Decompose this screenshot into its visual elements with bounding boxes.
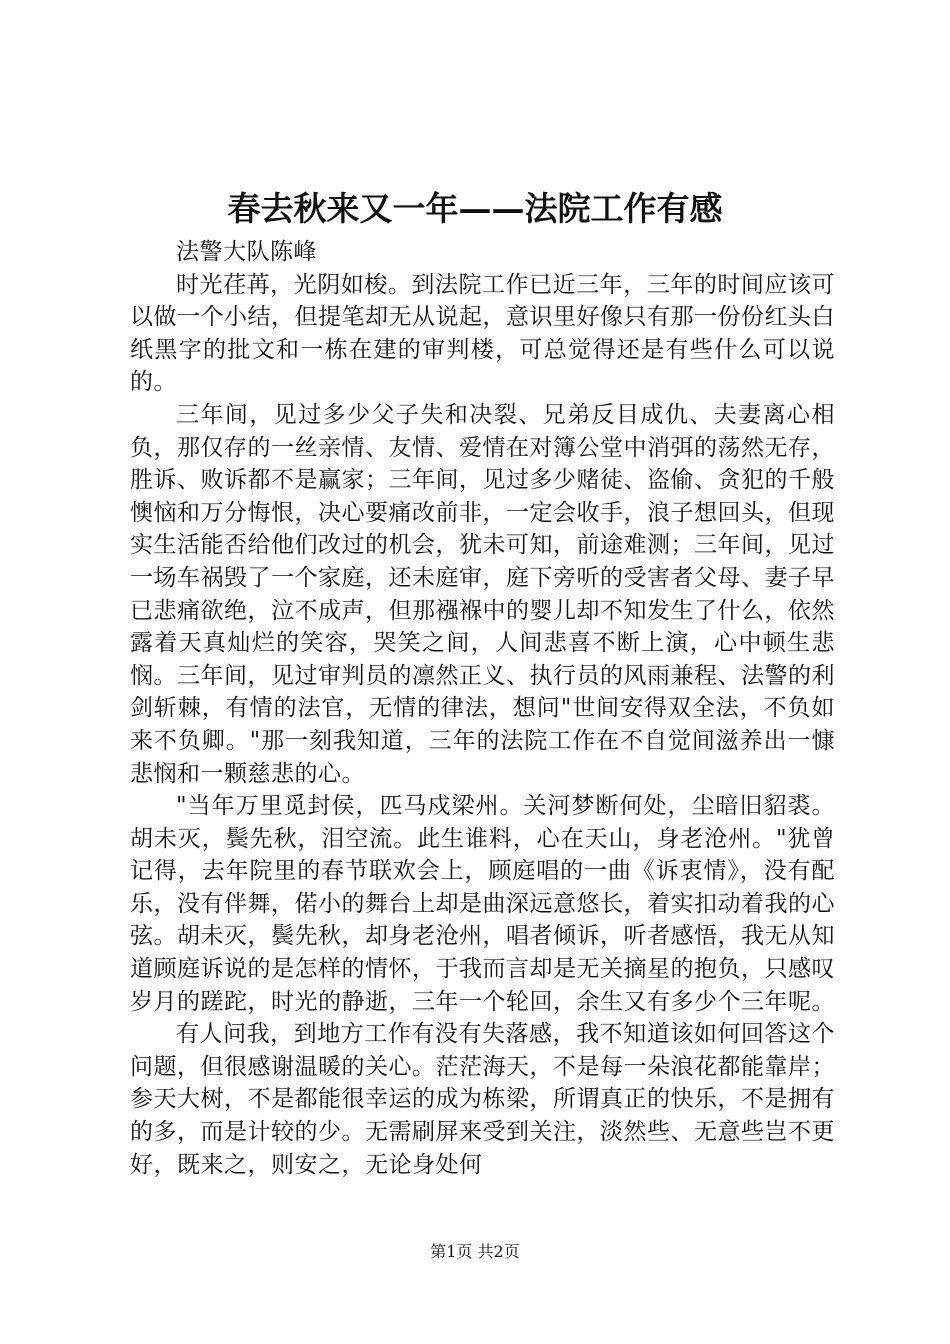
page-footer: 第1页 共2页: [430, 1242, 520, 1261]
document-title: 春去秋来又一年——法院工作有感: [227, 189, 723, 228]
author-line: 法警大队陈峰: [176, 239, 317, 265]
document-body: [130, 236, 835, 1181]
paragraph-1: 时光荏苒，光阴如梭。到法院工作已近三年，三年的时间应该可以做一个小结，但提笔却无从说起，意识里好像只有那一份份红头白纸黑字的批文和一栋在建的审判楼，可总觉得还是有些什么可以说的。: [130, 271, 835, 396]
paragraph-3: "当年万里觅封侯，匹马戍梁州。关河梦断何处，尘暗旧貂裘。胡未灭，鬓先秋，泪空流。此生谁料，心在天山，身老沧州。"犹曾记得，去年院里的春节联欢会上，顾庭唱的一曲《诉衷情》，没有配乐，没有伴舞，偌小的舞台上却是曲深远意悠长，着实扣动着我的心弦。胡未灭，鬓先秋，却身老沧州，唱者倾诉，听者感悟，我无从知道顾庭诉说的是怎样的情怀，于我而言却是无关摘星的抱负，只感叹岁月的蹉跎，时光的静逝，三年一个轮回，余生又有多少个三年呢。: [130, 793, 835, 1015]
paragraph-2: 三年间，见过多少父子失和决裂、兄弟反目成仇、夫妻离心相负，那仅存的一丝亲情、友情、爱情在对簿公堂中消弭的荡然无存，胜诉、败诉都不是赢家；三年间，见过多少赌徒、盗偷、贪犯的千般懊恼和万分悔恨，决心要痛改前非，一定会收手，浪子想回头，但现实生活能否给他们改过的机会，犹未可知，前途难测；三年间，见过一场车祸毁了一个家庭，还未庭审，庭下旁听的受害者父母、妻子早已悲痛欲绝，泣不成声，但那襁褓中的婴儿却不知发生了什么，依然露着天真灿烂的笑容，哭笑之间，人间悲喜不断上演，心中顿生悲悯。三年间，见过审判员的凛然正义、执行员的风雨兼程、法警的利剑斩棘，有情的法官，无情的律法，想问"世间安得双全法，不负如来不负卿。"那一刻我知道，三年的法院工作在不自觉间滋养出一慷悲悯和一颗慈悲的心。: [130, 401, 835, 787]
paragraph-4: 有人问我，到地方工作有没有失落感，我不知道该如何回答这个问题，但很感谢温暖的关心。茫茫海天，不是每一朵浪花都能靠岸；参天大树，不是都能很幸运的成为栋梁，所谓真正的快乐，不是拥有的多，而是计较的少。无需刷屏来受到关注，淡然些、无意些岂不更好，既来之，则安之，无论身处何: [130, 1021, 835, 1178]
